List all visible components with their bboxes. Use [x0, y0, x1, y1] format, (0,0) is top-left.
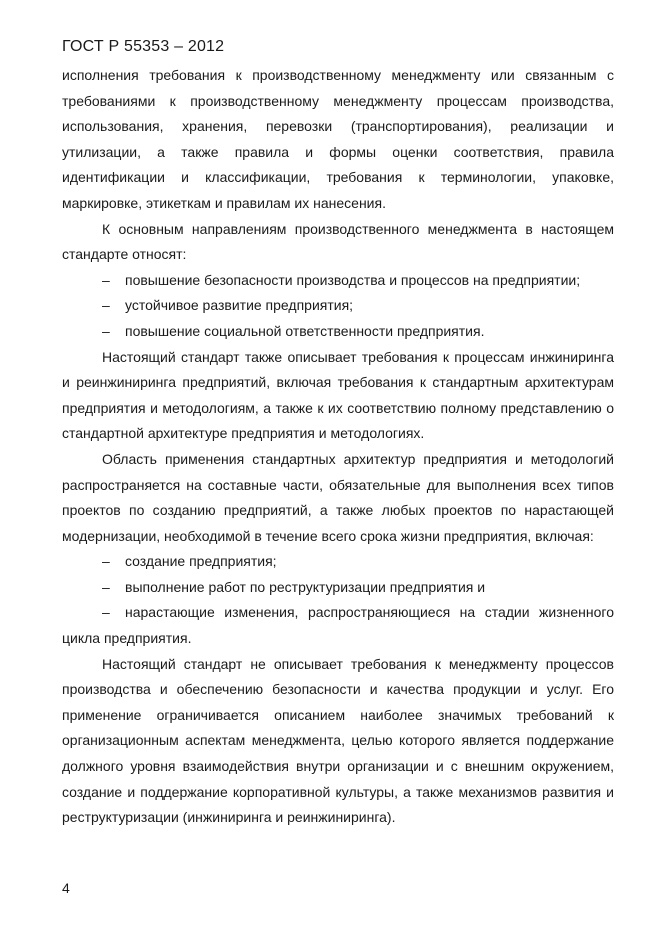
paragraph: исполнения требования к производственному менеджменту или связанным с требованиями к производственному менеджменту процессам производства, использования, хранения, перевозки (транспортирования), реализации и утилизации, а также правила и формы оценки соответствия, правила идентификации и классификации, требования к терминологии, упаковке, маркировке, этикеткам и правилам их нанесения. [62, 67, 614, 211]
list-item-text: повышение социальной ответственности предприятия. [125, 322, 485, 339]
list-marker: – [102, 553, 110, 570]
bullet-list [62, 268, 614, 345]
list-marker: – [102, 578, 110, 595]
paragraph: Настоящий стандарт не описывает требования к менеджменту процессов производства и обеспечению безопасности и качества продукции и услуг. Его применение ограничивается описанием наиболее значимых требований к организационным аспектам менеджмента, целью которого является поддержание должного уровня взаимодействия внутри организации и с внешним окружением, создание и поддержание корпоративной культуры, а также механизмов развития и реструктуризации (инжиниринга и реинжиниринга). [62, 655, 614, 826]
list-item [62, 575, 614, 601]
list-marker: – [102, 604, 110, 621]
list-item-text: создание предприятия; [125, 553, 277, 570]
document-header: ГОСТ Р 55353 – 2012 [62, 38, 225, 55]
paragraph: К основным направлениям производственного менеджмента в настоящем стандарте относят: [62, 220, 614, 263]
paragraph: Настоящий стандарт также описывает требования к процессам инжиниринга и реинжиниринга предприятий, включая требования к стандартным архитектурам предприятия и методологиям, а также к их соответствию полному представлению о стандартной архитектуре предприятия и методологиях. [62, 348, 614, 442]
list-marker: – [102, 297, 110, 314]
list-marker: – [102, 322, 110, 339]
list-item-text: выполнение работ по реструктуризации предприятия и [125, 578, 486, 595]
document-body [62, 63, 614, 831]
paragraph: Область применения стандартных архитектур предприятия и методологий распространяется на составные части, обязательные для выполнения всех типов проектов по созданию предприятий, а также любых проектов по нарастающей модернизации, необходимой в течение всего срока жизни предприятия, включая: [62, 450, 614, 544]
list-marker: – [102, 271, 110, 288]
list-item [62, 293, 614, 319]
bullet-list [62, 549, 614, 651]
list-item [62, 268, 614, 294]
list-item-text: нарастающие изменения, распространяющиеся на стадии жизненного цикла предприятия. [62, 604, 614, 647]
page-number: 4 [62, 880, 70, 896]
list-item [62, 600, 614, 651]
list-item [62, 319, 614, 345]
list-item-text: устойчивое развитие предприятия; [125, 297, 354, 314]
list-item [62, 549, 614, 575]
list-item-text: повышение безопасности производства и процессов на предприятии; [125, 271, 581, 288]
